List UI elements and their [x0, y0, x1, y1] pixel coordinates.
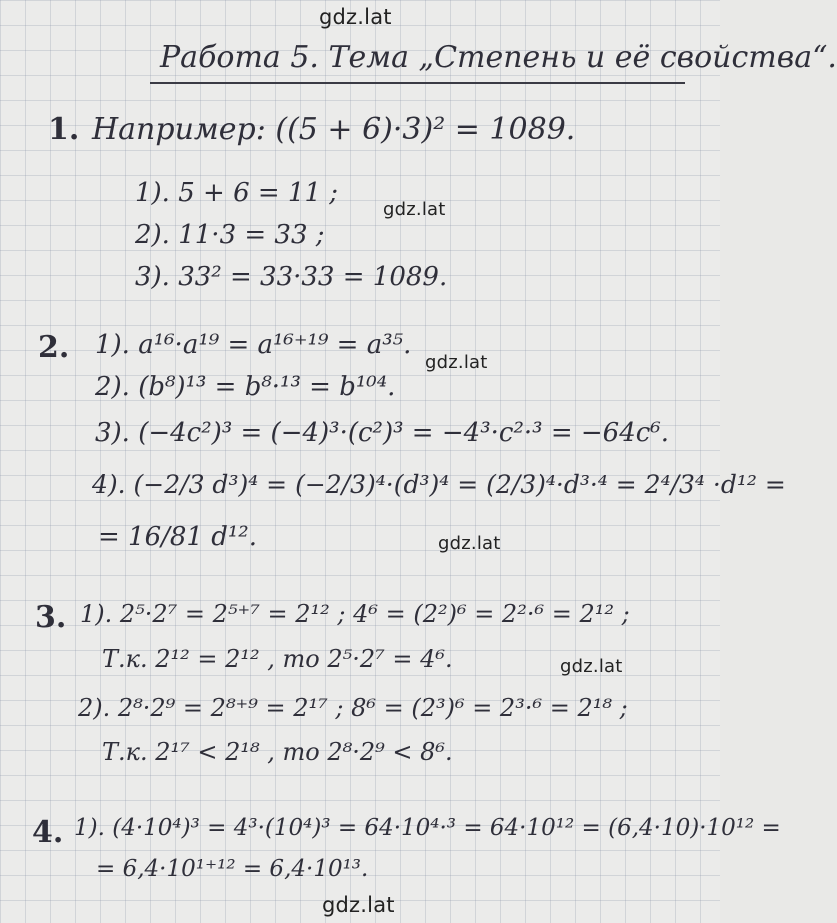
watermark-bottom: gdz.lat: [322, 893, 395, 917]
watermark-2: gdz.lat: [383, 199, 446, 220]
task2-line-1: 1). a¹⁶·a¹⁹ = a¹⁶⁺¹⁹ = a³⁵.: [95, 330, 412, 360]
task1-intro: Например: ((5 + 6)·3)² = 1089.: [92, 112, 576, 147]
page-title: Работа 5. Тема „Степень и её свойства“.: [160, 40, 837, 75]
watermark-top: gdz.lat: [319, 5, 392, 29]
task3-line-3: 2). 2⁸·2⁹ = 2⁸⁺⁹ = 2¹⁷ ; 8⁶ = (2³)⁶ = 2³·⁶ = 2¹⁸ ;: [78, 694, 628, 722]
task2-line-3: 3). (−4c²)³ = (−4)³·(c²)³ = −4³·c²·³ = −64c⁶.: [95, 418, 669, 448]
watermark-5: gdz.lat: [560, 656, 623, 677]
title-underline: [150, 82, 685, 84]
task1-number: 1.: [48, 112, 80, 147]
task2-line-2: 2). (b⁸)¹³ = b⁸·¹³ = b¹⁰⁴.: [95, 372, 396, 402]
task3-line-1: 1). 2⁵·2⁷ = 2⁵⁺⁷ = 2¹² ; 4⁶ = (2²)⁶ = 2²·⁶ = 2¹² ;: [80, 600, 630, 628]
task2-line-4: 4). (−2/3 d³)⁴ = (−2/3)⁴·(d³)⁴ = (2/3)⁴·d³·⁴ = 2⁴/3⁴ ·d¹² =: [92, 470, 786, 499]
task2-line-5: = 16/81 d¹².: [98, 522, 257, 552]
task2-number: 2.: [38, 330, 70, 365]
task1-step-1: 1). 5 + 6 = 11 ;: [135, 178, 339, 208]
task1-step-2: 2). 11·3 = 33 ;: [135, 220, 325, 250]
task3-line-2: Т.к. 2¹² = 2¹² , то 2⁵·2⁷ = 4⁶.: [102, 645, 453, 673]
watermark-3: gdz.lat: [425, 352, 488, 373]
task1-step-3: 3). 33² = 33·33 = 1089.: [135, 262, 448, 292]
watermark-4: gdz.lat: [438, 533, 501, 554]
task4-number: 4.: [32, 815, 64, 850]
task3-number: 3.: [35, 600, 67, 635]
task4-line-2: = 6,4·10¹⁺¹² = 6,4·10¹³.: [96, 856, 369, 882]
task4-line-1: 1). (4·10⁴)³ = 4³·(10⁴)³ = 64·10⁴·³ = 64·10¹² = (6,4·10)·10¹² =: [74, 815, 781, 841]
task3-line-4: Т.к. 2¹⁷ < 2¹⁸ , то 2⁸·2⁹ < 8⁶.: [102, 738, 453, 766]
